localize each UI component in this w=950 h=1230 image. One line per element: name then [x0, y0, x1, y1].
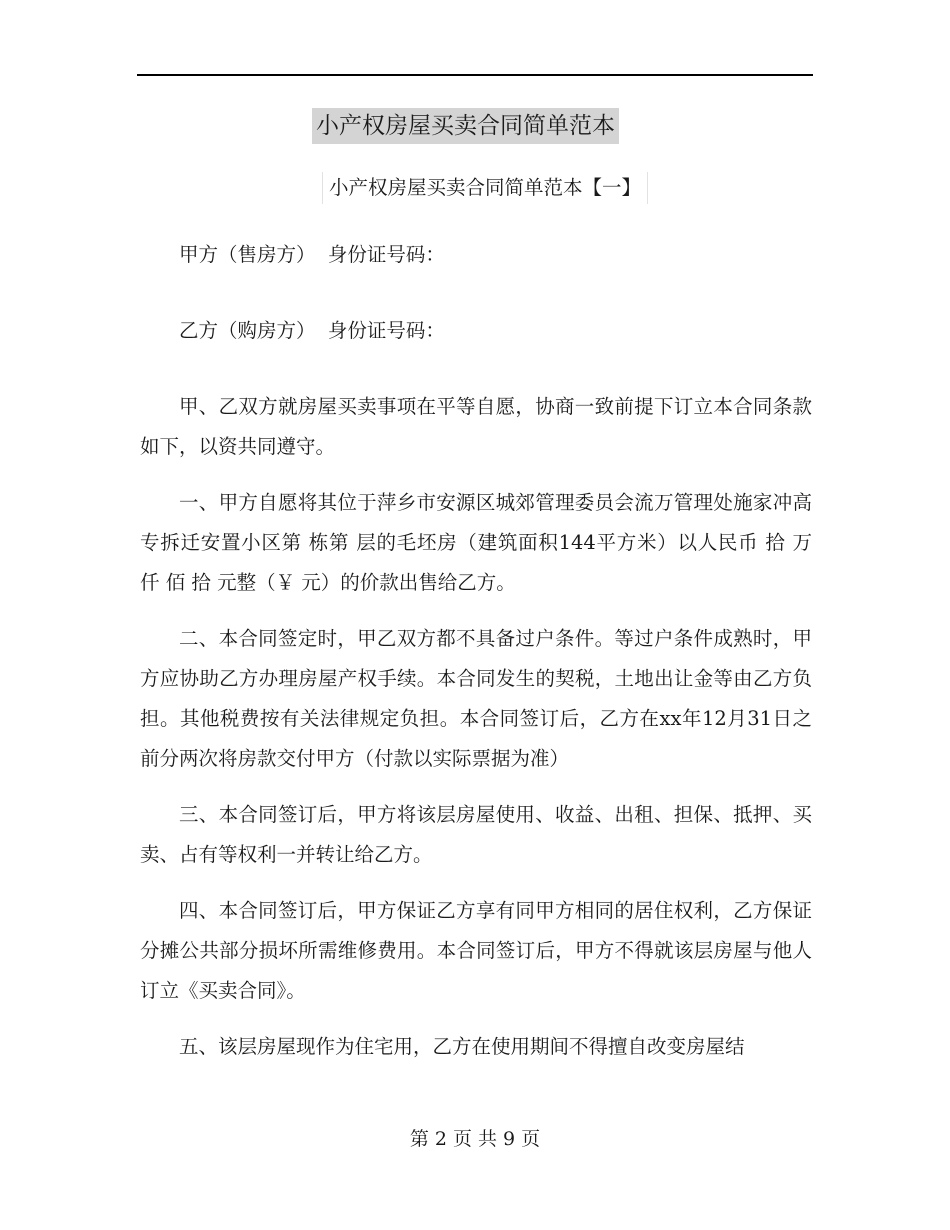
paragraph-clause-4: 四、本合同签订后，甲方保证乙方享有同甲方相同的居住权利，乙方保证分摊公共部分损坏所需维修费用。本合同签订后，甲方不得就该层房屋与他人订立《买卖合同》。 — [140, 899, 812, 1002]
paragraph-intro: 甲、乙双方就房屋买卖事项在平等自愿，协商一致前提下订立本合同条款如下，以资共同遵守。 — [140, 395, 812, 458]
paragraph-clause-5: 五、该层房屋现作为住宅用，乙方在使用期间不得擅自改变房屋结 — [179, 1035, 745, 1058]
document-title: 小产权房屋买卖合同简单范本 — [312, 108, 619, 144]
paragraph-clause-2: 二、本合同签定时，甲乙双方都不具备过户条件。等过户条件成熟时，甲方应协助乙方办理房屋产权手续。本合同发生的契税，土地出让金等由乙方负担。其他税费按有关法律规定负担。本合同签订后，乙方在xx年12月31日之前分两次将房款交付甲方（付款以实际票据为准） — [140, 627, 812, 770]
party-a-line: 甲方（售房方） 身份证号码： — [179, 243, 445, 266]
header-rule — [137, 74, 813, 76]
document-subtitle: 小产权房屋买卖合同简单范本【一】 — [322, 172, 648, 204]
document-body — [140, 235, 812, 1083]
paragraph-clause-1: 一、甲方自愿将其位于萍乡市安源区城郊管理委员会流万管理处施家冲高专拆迁安置小区第 栋第 层的毛坯房（建筑面积144平方米）以人民币 拾 万 仟 佰 拾 元整（￥ 元）的价款出售给乙方。 — [140, 491, 812, 594]
page-number: 第 2 页 共 9 页 — [409, 1128, 541, 1150]
party-b-line: 乙方（购房方） 身份证号码： — [179, 319, 445, 342]
paragraph-clause-3: 三、本合同签订后，甲方将该层房屋使用、收益、出租、担保、抵押、买卖、占有等权利一并转让给乙方。 — [140, 803, 812, 866]
